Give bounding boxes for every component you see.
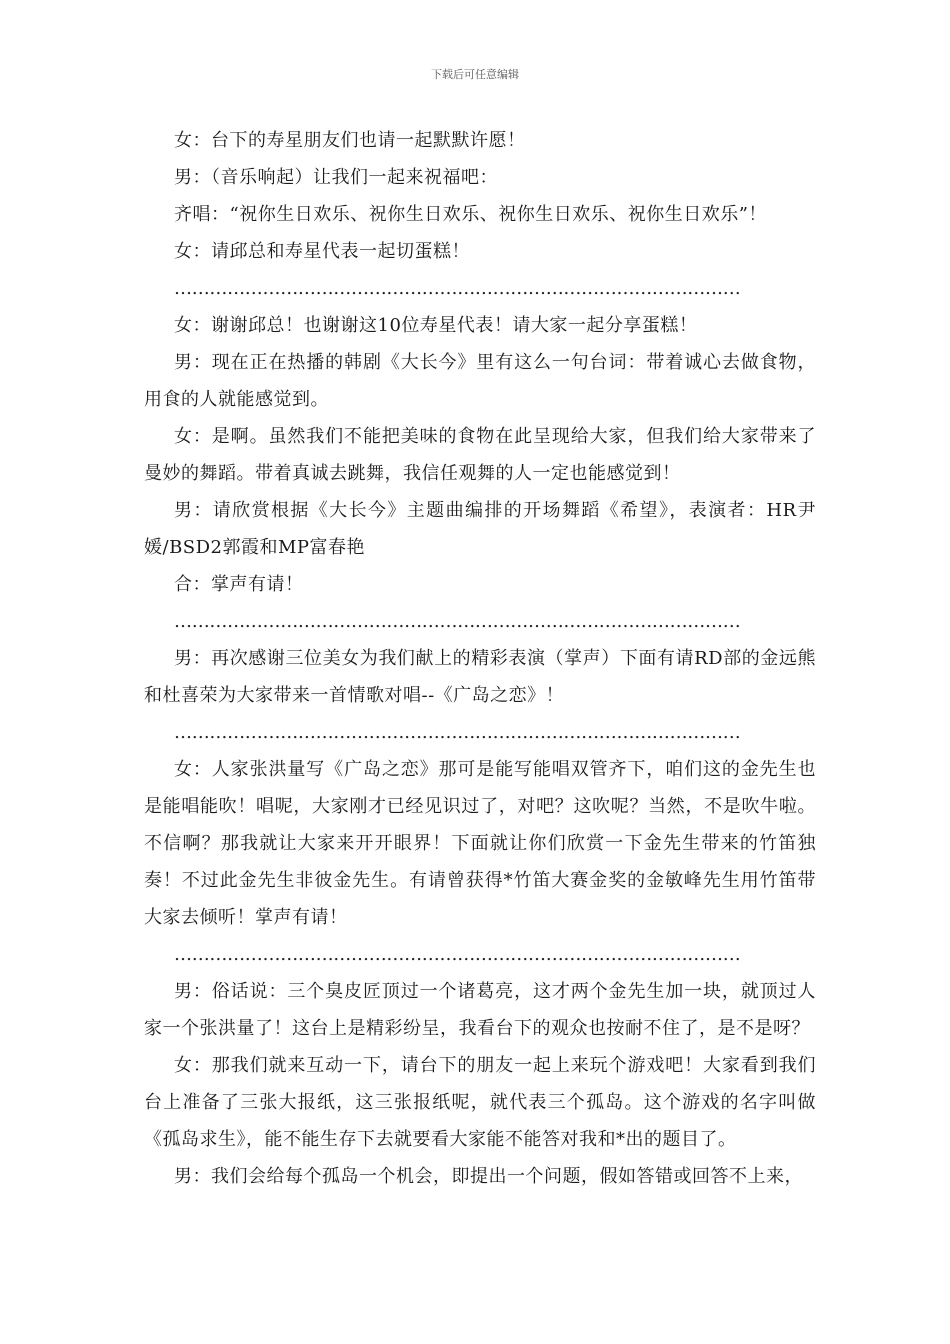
paragraph: 女：是啊。虽然我们不能把美味的食物在此呈现给大家，但我们给大家带来了曼妙的舞蹈。带着真诚去跳舞，我信任观舞的人一定也能感觉到！ [144, 426, 816, 484]
paragraph: 女：人家张洪量写《广岛之恋》那可是能写能唱双管齐下，咱们这的金先生也是能唱能吹！唱呢，大家刚才已经见识过了，对吧？这吹呢？当然，不是吹牛啦。不信啊？那我就让大家来开开眼界！下面就让你们欣赏一下金先生带来的竹笛独奏！不过此金先生非彼金先生。有请曾获得*竹笛大赛金奖的金敏峰先生用竹笛带大家去倾听！掌声有请！ [144, 759, 816, 928]
dotted-separator: …………………………………………………………………………………… [174, 722, 741, 743]
paragraph: 女：台下的寿星朋友们也请一起默默许愿！ [174, 130, 526, 151]
paragraph: 男：（音乐响起）让我们一起来祝福吧： [174, 167, 498, 188]
page-header: 下载后可任意编辑 [431, 68, 519, 81]
paragraph: 男：我们会给每个孤岛一个机会，即提出一个问题，假如答错或回答不上来， [174, 1166, 803, 1187]
paragraph: 男：现在正在热播的韩剧《大长今》里有这么一句台词：带着诚心去做食物，用食的人就能感觉到。 [144, 352, 816, 410]
paragraph: 男：俗话说：三个臭皮匠顶过一个诸葛亮，这才两个金先生加一块，就顶过人家一个张洪量了！这台上是精彩纷呈，我看台下的观众也按耐不住了，是不是呀？ [144, 981, 816, 1039]
dotted-separator: …………………………………………………………………………………… [174, 611, 741, 632]
paragraph: 齐唱：“祝你生日欢乐、祝你生日欢乐、祝你生日欢乐、祝你生日欢乐”！ [174, 204, 767, 225]
paragraph: 女：请邱总和寿星代表一起切蛋糕！ [174, 241, 470, 262]
dotted-separator: …………………………………………………………………………………… [174, 944, 741, 965]
paragraph: 女：谢谢邱总！也谢谢这10位寿星代表！请大家一起分享蛋糕！ [174, 315, 698, 336]
dotted-separator: …………………………………………………………………………………… [174, 278, 741, 299]
paragraph: 合：掌声有请！ [174, 574, 304, 595]
paragraph: 女：那我们就来互动一下，请台下的朋友一起上来玩个游戏吧！大家看到我们台上准备了三张大报纸，这三张报纸呢，就代表三个孤岛。这个游戏的名字叫做《孤岛求生》，能不能生存下去就要看大家能不能答对我和*出的题目了。 [144, 1055, 816, 1150]
paragraph: 男：再次感谢三位美女为我们献上的精彩表演（掌声）下面有请RD部的金远熊和杜喜荣为大家带来一首情歌对唱--《广岛之恋》！ [144, 648, 816, 706]
document-body [144, 122, 816, 1195]
paragraph: 男：请欣赏根据《大长今》主题曲编排的开场舞蹈《希望》，表演者：HR尹媛/BSD2郭霞和MP富春艳 [144, 500, 816, 558]
